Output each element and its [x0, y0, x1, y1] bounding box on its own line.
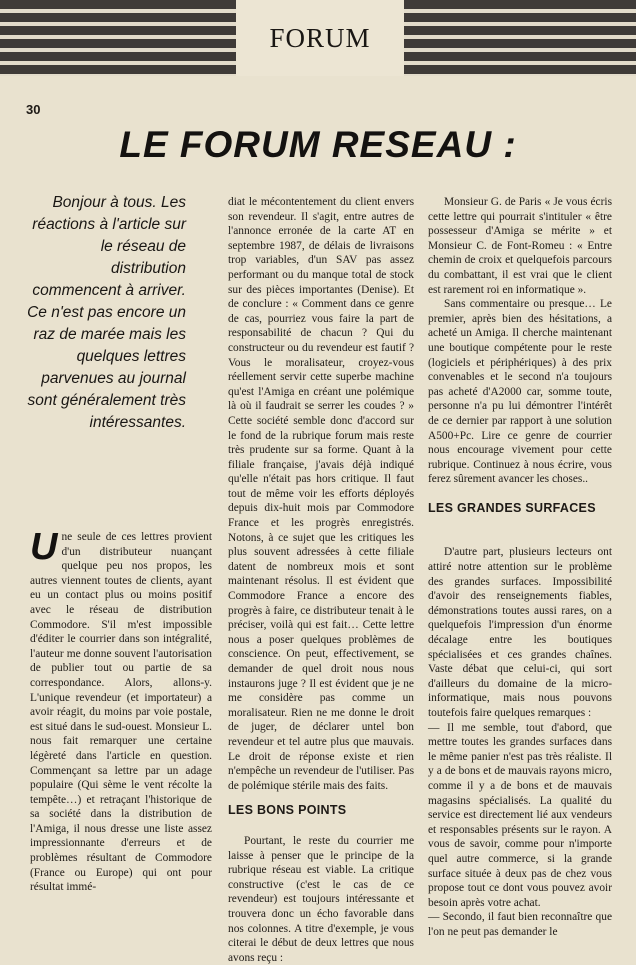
paragraph: — Il me semble, tout d'abord, que mettre toutes les grandes surfaces dans le même panier n'est pas très réaliste. Il y a de bons et de mauvais rayons micro, comme il y a de bons et de mauvais magasins spécialisés. La qualité du service est directement lié aux vendeurs et responsables présents sur le rayon. A vous de savoir, comme pour n'importe quel autre commerce, si la grande surface située à deux pas de chez vous propose tout ce dont vous pouvez avoir besoin après votre achat.: [428, 721, 612, 909]
spacer: [428, 531, 612, 545]
paragraph-text: ne seule de ces lettres provient d'un distributeur nuançant quelque peu nos propos, les autres viennent toutes de clients, ayant eu un contact plus ou moins positif avec le réseau de distribution Commodore. S'il m'est impossible d'éditer le courrier dans son intégralité, l'auteur me donne souvent l'autorisation de publier tout ou partie de sa correspondance. Alors, allons-y. L'unique revendeur (et importateur) a avoir réagit, du moins par voie postale, est situé dans le sud-ouest. Monsieur L. nous fait remarquer une certaine légèreté dans l'article en question. Commençant sa lettre par un adage populaire (Qui sème le vent récolte la tempête…) et retraçant l'historique de sa société dans la distribution de l'Amiga, il nous dresse une liste assez impressionnante d'erreurs et de problèmes résultant de Commodore (France ou Europe) qui ont pour résultat immé-: [30, 531, 212, 894]
article-column-1: [30, 526, 212, 895]
paragraph: Sans commentaire ou presque… Le premier, après bien des hésitations, a acheté un Amiga. Il cherche maintenant une boutique compétente pour le reste (logiciels et périphériques) à des prix convenables et le second n'a toujours pas acheté d'A2000 car, somme toute, personne n'a pu lui démontrer l'intérêt de ce dernier par rapport à une solution A500+Pc. Lire ce genre de courrier nous encourage vivement pour cette rubrique. Continuez à nous écrire, vous ferez sûrement avancer les choses..: [428, 298, 612, 486]
article-headline: LE FORUM RESEAU :: [119, 124, 517, 165]
intro-text: Bonjour à tous. Les réactions à l'article sur le réseau de distribution commencent à arriver. Ce n'est pas encore un raz de marée mais les quelques lettres parvenues au journal sont généralement très intéressantes.: [27, 194, 186, 431]
article-column-3: [428, 195, 612, 940]
page-number: 30: [26, 102, 41, 117]
paragraph: Pourtant, le reste du courrier me laisse à penser que le principe de la rubrique réseau est viable. La critique constructive (c'est le cas de ce revendeur) est toujours intéressante et trouvera donc un écho favorable dans nos colonnes. A titre d'exemple, je vous citerai le début de deux lettres que nous avons reçu :: [228, 834, 414, 964]
paragraph: [30, 526, 212, 895]
drop-cap: U: [30, 526, 58, 568]
section-title: FORUM: [236, 0, 404, 76]
paragraph: D'autre part, plusieurs lecteurs ont attiré notre attention sur le problème des grandes surfaces. Impossibilité d'avoir des renseignements fiables, démonstrations toutes aussi rares, on a quelquefois l'impression d'un énorme décalage entre les boutiques spécialisées et ces grandes chaînes. Vaste débat que celui-ci, qui sort d'ailleurs du domaine de la micro-informatique, mais nous pouvons toutefois faire quelques remarques :: [428, 546, 612, 719]
paragraph: — Secondo, il faut bien reconnaître que l'on ne peut pas demander le: [428, 911, 612, 938]
article-column-2: [228, 195, 414, 965]
subheading-bons-points: LES BONS POINTS: [228, 803, 347, 818]
paragraph: diat le mécontentement du client envers son revendeur. Il s'agit, entre autres de l'annonce erronée de la carte AT en septembre 1987, de délais de livraisons trop variables, d'un SAV pas assez performant ou du manque total de stock sur des pièces importantes (Denise). Et de conclure : « Comment dans ce genre de cas, pourriez vous faire la part de responsabilité de chacun ? Qui du constructeur ou du revendeur est fautif ? Vous le moralisateur, croyez-vous réellement servir cette superbe machine qu'est l'Amiga en créant une polémique là où il faudrait se serrer les coudes ? » Cette société semble donc d'accord sur le fond de la rubrique forum mais reste très prudente sur sa forme. Quant à la filiale française, j'avais déjà indiqué qu'elle n'était pas hors critique. Il faut tout de même voir les efforts déployés depuis dix-huit mois par Commodore France et les progrès enregistrés. Notons, à ce sujet que les critiques les plus souvent adressées à cette filiale datent de nombreux mois et sont maintenant résolus. Il est évident que Commodore France a encore des progrès à faire, ce distributeur tenait à le préciser, voilà qui est fait… Cette lettre nous a poser quelques problèmes de conscience. On peut, effectivement, se demander de quel droit nous nous instaurons juge ? Il est évident que je ne me considère pas comme un moralisateur. Rien ne me donne le droit de juger, de déclarer untel bon revendeur et tel autre plus que mauvais. Le droit de réponse existe et rien n'empêche un revendeur de l'utiliser. Pas de polémique stérile mais des faits.: [228, 196, 414, 792]
subheading-grandes-surfaces: LES GRANDES SURFACES: [428, 500, 596, 515]
paragraph: Monsieur G. de Paris « Je vous écris cette lettre qui pourrait s'intituler « être possesseur d'Amiga se mérite » et Monsieur C. de Font-Romeu : « Entre chemin de croix et quelquefois parcours du combattant, il est vrai que le client est rarement roi en informatique ».: [428, 196, 612, 296]
